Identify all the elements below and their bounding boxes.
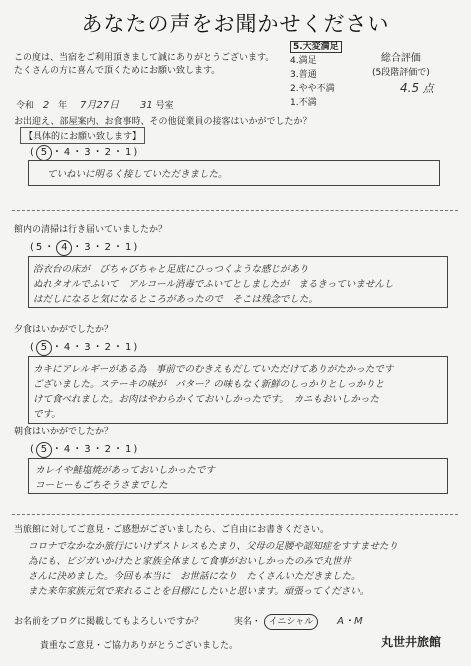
overall-score-unit: 点 [422, 82, 434, 95]
year-unit: 年 [58, 101, 68, 111]
q5-comment-2: 為にも、ビジガいかけたと家族全体まして食事がおいしかったのみで丸世井 [28, 556, 352, 567]
legend-3: 3.普通 [290, 70, 317, 80]
q1-score-5[interactable]: 5 [36, 145, 52, 161]
intro-line-2: たくさんの方に喜んで頂くためにお願い致します。 [14, 66, 221, 76]
divider [12, 514, 458, 515]
q3-scale: ( 5 ・4・3・2・1) [30, 338, 139, 356]
overall-sub: (5段階評価で) [372, 68, 430, 78]
q4-comment-box[interactable] [28, 458, 448, 494]
q2-comment-2: ぬれタオルでふいて アルコール消毒でふいてとしましたが まるきっていませんし [33, 279, 394, 290]
q4-score-3[interactable]: 3 [84, 444, 93, 455]
q2-score-4[interactable]: 4 [56, 240, 72, 256]
overall-score-value: 4.5 [400, 81, 420, 95]
q4-score-5[interactable]: 5 [36, 442, 52, 458]
legend-4: 4.満足 [290, 56, 317, 66]
q1-request-label: 【具体的にお願い致します】 [20, 127, 145, 144]
q5-comment-area[interactable] [28, 536, 458, 602]
stay-date: 7月27日 [80, 100, 120, 111]
q3-comment-2: ございました。ステーキの味が バター？の味もなく新鮮のしっかりとしっかりと [33, 379, 385, 390]
q3-comment-1: カキにアレルギーがある為 事前でのむきえもだしていただけてありがたかったです [33, 364, 394, 375]
blog-consent-row: お名前をブログに掲載してもよろしいですか？ 実名・ イニシャル A・M [14, 612, 363, 630]
q1-score-2[interactable]: 2 [104, 147, 114, 158]
stay-info [16, 96, 174, 111]
q2-question: 館内の清掃は行き届いていましたか？ [14, 225, 168, 235]
room-number: 31 [140, 100, 153, 111]
q5-comment-4: また来年家族元気で来れることを目標にしたいと思います。頑張ってください。 [28, 586, 370, 597]
q1-score-4[interactable]: 4 [63, 147, 73, 158]
intro-text [14, 52, 274, 78]
q2-score-2[interactable]: 2 [104, 242, 114, 253]
q2-scale: (5・ 4 ・3・2・1) [30, 238, 139, 256]
q1-comment-box[interactable] [28, 160, 440, 186]
legend-1: 1.不満 [290, 98, 317, 108]
q3-score-5[interactable]: 5 [36, 340, 52, 356]
rating-legend [290, 40, 342, 110]
blog-question: お名前をブログに掲載してもよろしいですか？ [14, 617, 204, 627]
q1-score-3[interactable]: 3 [84, 147, 93, 158]
q1-score-1[interactable]: 1 [125, 147, 134, 158]
room-unit: 号室 [155, 101, 174, 111]
q3-question: 夕食はいかがでしたか？ [14, 325, 114, 335]
q3-score-2[interactable]: 2 [104, 342, 114, 353]
q4-score-2[interactable]: 2 [104, 444, 114, 455]
q3-score-1[interactable]: 1 [125, 342, 134, 353]
q3-score-3[interactable]: 3 [84, 342, 93, 353]
q2-comment-3: はだしになると気になるところがあったので そこは残念でした。 [33, 294, 318, 305]
q3-comment-4: です。 [33, 409, 61, 420]
q4-score-4[interactable]: 4 [63, 444, 73, 455]
q2-score-5[interactable]: 5 [35, 242, 45, 253]
q2-comment-1: 浴衣台の床が びちゃびちゃと足底にひっつくような感じがあり [33, 264, 309, 275]
q1-comment: ていねいに明るく接していただきました。 [47, 169, 228, 180]
overall-evaluation [372, 52, 430, 80]
q3-comment-3: けて食べれました。お肉はやわらかくておいしかったです。 カニもおいしかった [33, 394, 379, 405]
q4-scale: ( 5 ・4・3・2・1) [30, 440, 139, 458]
q5-comment-3: さんに決めました。今回も本当に お世話になり たくさんいただきました。 [28, 571, 361, 582]
overall-score [400, 80, 434, 96]
real-name-option[interactable]: 実名 [233, 617, 252, 627]
legend-5: 5.大変満足 [290, 41, 342, 53]
overall-label: 総合評価 [380, 53, 421, 64]
legend-2: 2.やや不満 [290, 84, 335, 94]
divider [12, 210, 458, 211]
q4-question: 朝食はいかがでしたか？ [14, 427, 114, 437]
intro-line-1: この度は、当宿をご利用頂きまして誠にありがとうございます。 [14, 53, 275, 63]
q5-question: 当旅館に対してご意見・ご感想がございましたら、ご自由にお書きください。 [14, 525, 330, 535]
q3-score-4[interactable]: 4 [63, 342, 73, 353]
thanks-text: 貴重なご意見・ご協力ありがとうございました。 [40, 641, 239, 651]
q4-score-1[interactable]: 1 [125, 444, 134, 455]
q4-comment-2: コーヒーもごちそうさまでした [35, 480, 168, 491]
q1-scale: ( 5 ・4・3・2・1) [30, 143, 139, 161]
era: 令和 [16, 101, 35, 111]
blog-answer: A・M [337, 616, 363, 627]
year-value: 2 [42, 100, 50, 111]
inn-name: 丸世井旅館 [380, 635, 441, 649]
q4-comment-1: カレイや鮭塩焼があっておいしかったです [35, 465, 215, 476]
q2-score-3[interactable]: 3 [84, 242, 93, 253]
q2-comment-box[interactable] [28, 256, 448, 308]
q2-score-1[interactable]: 1 [125, 242, 134, 253]
q3-comment-box[interactable] [28, 356, 448, 424]
q1-question: お出迎え、部屋案内、お食事時、その他従業員の接客はいかがでしたか？ [14, 117, 312, 127]
page-title: あなたの声をお聞かせください [81, 12, 390, 36]
initial-option[interactable]: イニシャル [264, 614, 318, 630]
q5-comment-1: コロナでなかなか旅行にいけずストレスもたまり、父母の足腰や認知症をすすませたり [28, 541, 398, 552]
